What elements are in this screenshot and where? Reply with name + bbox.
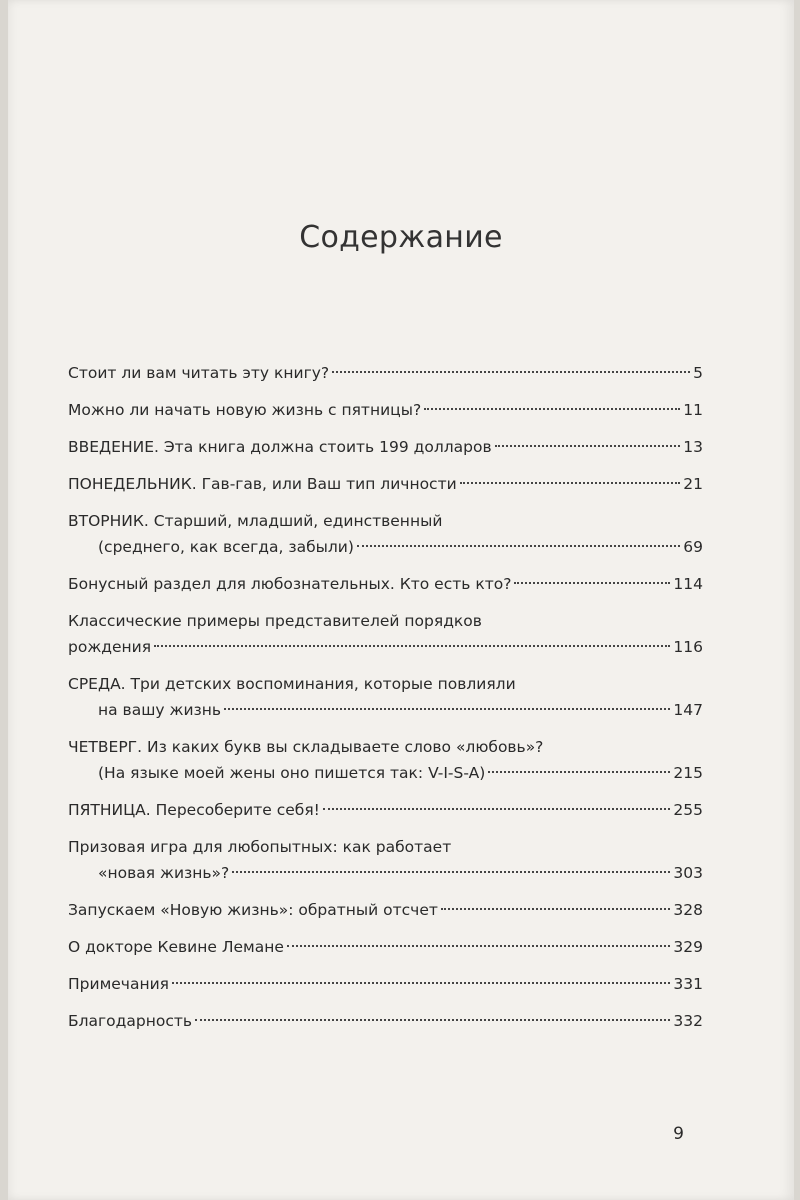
toc-page-number: 13 <box>683 438 703 456</box>
toc-entry-subtitle: (На языке моей жены оно пишется так: V-I-S-A) <box>98 764 486 782</box>
toc-entry-title: Запускаем «Новую жизнь»: обратный отсчет <box>68 901 438 919</box>
toc-entry <box>68 434 703 460</box>
dot-leader <box>224 708 670 710</box>
toc-entry-title: Примечания <box>68 975 169 993</box>
toc-entry <box>68 397 703 423</box>
dot-leader <box>332 371 690 373</box>
toc-entry-title: Можно ли начать новую жизнь с пятницы? <box>68 401 422 419</box>
toc-page-number: 328 <box>673 901 703 919</box>
toc-entry <box>68 508 703 560</box>
toc-entry-title: Призовая игра для любопытных: как работает <box>68 838 452 856</box>
toc-page-number: 215 <box>673 764 703 782</box>
toc-entry-continuation: на вашу жизнь <box>98 701 222 719</box>
page-number: 9 <box>673 1124 684 1144</box>
toc-entry-title: ВТОРНИК. Старший, младший, единственный <box>68 512 443 530</box>
toc-entry-title: ПЯТНИЦА. Пересоберите себя! <box>68 801 320 819</box>
toc-entry-title: ВВЕДЕНИЕ. Эта книга должна стоить 199 долларов <box>68 438 492 456</box>
dot-leader <box>441 908 671 910</box>
dot-leader <box>232 871 670 873</box>
toc-entry <box>68 671 703 723</box>
toc-entry-continuation: рождения <box>68 638 152 656</box>
toc-entry <box>68 971 703 997</box>
toc-entry <box>68 734 703 786</box>
book-page <box>8 0 794 1200</box>
toc-entry <box>68 797 703 823</box>
table-of-contents <box>68 360 703 1045</box>
toc-page-number: 11 <box>683 401 703 419</box>
toc-entry-title: СРЕДА. Три детских воспоминания, которые повлияли <box>68 675 516 693</box>
toc-entry-title: Благодарность <box>68 1012 193 1030</box>
toc-entry-title: ЧЕТВЕРГ. Из каких букв вы складываете слово «любовь»? <box>68 738 544 756</box>
toc-page-number: 332 <box>673 1012 703 1030</box>
toc-page-number: 116 <box>673 638 703 656</box>
toc-page-number: 303 <box>673 864 703 882</box>
dot-leader <box>172 982 670 984</box>
dot-leader <box>495 445 681 447</box>
toc-entry <box>68 1008 703 1034</box>
dot-leader <box>460 482 681 484</box>
toc-entry-title: О докторе Кевине Лемане <box>68 938 284 956</box>
toc-entry <box>68 934 703 960</box>
toc-entry-title: Стоит ли вам читать эту книгу? <box>68 364 330 382</box>
toc-entry-title: ПОНЕДЕЛЬНИК. Гав-гав, или Ваш тип личности <box>68 475 457 493</box>
dot-leader <box>287 945 671 947</box>
toc-page-number: 329 <box>673 938 703 956</box>
page-title: Содержание <box>299 220 503 255</box>
dot-leader <box>154 645 670 647</box>
dot-leader <box>323 808 671 810</box>
toc-entry <box>68 608 703 660</box>
toc-entry <box>68 897 703 923</box>
dot-leader <box>488 771 670 773</box>
dot-leader <box>357 545 680 547</box>
toc-entry <box>68 834 703 886</box>
toc-page-number: 255 <box>673 801 703 819</box>
toc-page-number: 331 <box>673 975 703 993</box>
toc-entry <box>68 571 703 597</box>
toc-entry <box>68 360 703 386</box>
dot-leader <box>195 1019 670 1021</box>
dot-leader <box>424 408 680 410</box>
toc-page-number: 114 <box>673 575 703 593</box>
toc-entry-subtitle: (среднего, как всегда, забыли) <box>98 538 354 556</box>
toc-page-number: 5 <box>693 364 703 382</box>
toc-page-number: 21 <box>683 475 703 493</box>
dot-leader <box>514 582 670 584</box>
toc-page-number: 147 <box>673 701 703 719</box>
toc-entry-continuation: «новая жизнь»? <box>98 864 230 882</box>
toc-entry-title: Классические примеры представителей порядков <box>68 612 482 630</box>
toc-entry-title: Бонусный раздел для любознательных. Кто есть кто? <box>68 575 512 593</box>
toc-page-number: 69 <box>683 538 703 556</box>
toc-entry <box>68 471 703 497</box>
